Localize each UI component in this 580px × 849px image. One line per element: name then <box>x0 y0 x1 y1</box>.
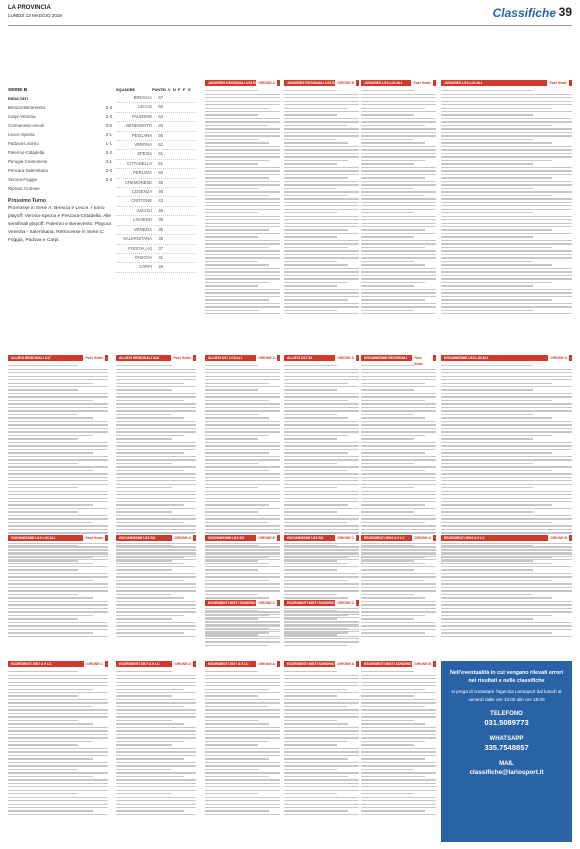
box-title: ALLIEVI U17 S3 <box>287 356 313 360</box>
standings-header-cell: S <box>188 88 191 92</box>
masthead <box>8 4 572 26</box>
match-name: Lecce-Spezia <box>8 132 35 137</box>
box-group-tag: GIRONE B <box>337 81 354 85</box>
box-body-text <box>284 361 359 562</box>
serie-b-results <box>8 88 112 245</box>
standings-box <box>8 661 108 842</box>
box-title: GIOVANISSIMI U15 LOCALI <box>444 356 489 360</box>
box-body-text <box>284 667 359 815</box>
team-name: CITTADELLA <box>126 160 152 166</box>
match-score: 1-1 <box>105 141 112 146</box>
phone-label: TELEFONO <box>490 711 523 717</box>
box-title: ESORDIENTI MISTI SONDRIO <box>287 662 335 666</box>
results-subheading: RISULTATI <box>8 96 28 101</box>
standings-row <box>116 169 196 178</box>
team-points: 51 <box>158 160 163 166</box>
box-title: GIOVANISSIMI U15 SO <box>119 536 156 540</box>
match-score: 2-3 <box>105 177 112 182</box>
standings-row <box>116 216 196 225</box>
publication-name: LA PROVINCIA <box>8 5 51 11</box>
match-score: 2-3 <box>105 114 112 119</box>
section-title: Classifiche <box>492 6 556 20</box>
box-title: GIOVANISSIMI U15 SO <box>208 536 245 540</box>
team-name: CREMONESE <box>125 179 152 185</box>
box-body-text <box>441 86 572 314</box>
box-title: ALLIEVI REGIONALI U16 <box>119 356 159 360</box>
team-name: BRESCIA <box>133 95 152 100</box>
match-name: Perugia-Cremonese <box>8 159 48 164</box>
promo-text: Promosse in Serie A: Brescia e Lecce. I turno playoff: Verona-Spezia e Pescara-Cittadella. Alle semifinali playoff: Palermo e Benevento. Playout Venezia - Salernitana. Retrocesse in Serie C: Foggia, Padova e Carpi. <box>8 206 112 243</box>
box-title-bar <box>361 535 436 541</box>
box-body-text <box>205 667 280 815</box>
box-title: GIOVANISSIMI U15 SO <box>287 536 324 540</box>
standings-row <box>116 197 196 206</box>
team-name: VENEZIA <box>134 226 152 232</box>
box-group-tag: GIRONE C <box>86 662 103 666</box>
box-group-tag: GIRONE A <box>258 356 275 360</box>
result-row <box>8 112 112 121</box>
standings-header-cell: P <box>178 88 181 92</box>
standings-box <box>361 661 436 842</box>
match-score: 3-1 <box>105 159 112 164</box>
box-title-bar <box>116 661 196 667</box>
mail-address: classifiche@lariosport.it <box>469 769 544 776</box>
box-body-text <box>205 86 280 314</box>
box-title: ALLIEVI U17 LOCALI <box>208 356 242 360</box>
box-title-bar <box>116 355 196 361</box>
team-points: 51 <box>158 151 163 157</box>
standings-row <box>116 207 196 216</box>
team-points: 29 <box>158 264 163 270</box>
box-body-text <box>8 361 108 562</box>
box-title: JUNIORES U19 LOCALI <box>364 81 403 85</box>
box-title: ESORDIENTI 2006 A 9 LC <box>364 536 405 540</box>
team-name: FOGGIA (-6) <box>128 245 152 251</box>
box-group-tag: Fase finale <box>412 355 433 361</box>
promo-title: Prossimo Turno <box>8 198 46 204</box>
standings-box <box>8 535 108 655</box>
result-row <box>8 175 112 184</box>
team-name: SPEZIA <box>137 151 152 157</box>
team-name: PALERMO <box>131 113 152 119</box>
team-points: 66 <box>158 104 163 110</box>
box-group-tag: Fase finale <box>413 81 431 85</box>
box-body-text <box>8 541 108 637</box>
team-points: 67 <box>158 95 163 100</box>
box-title-bar <box>205 661 280 667</box>
team-points: 60 <box>158 123 163 129</box>
standings-row <box>116 122 196 131</box>
team-points: 31 <box>158 254 163 260</box>
box-group-tag: GIRONE B <box>550 536 567 540</box>
team-points: 39 <box>158 217 163 223</box>
team-points: 38 <box>158 236 163 242</box>
standings-header <box>116 88 196 92</box>
box-body-text <box>8 667 108 815</box>
box-body-text <box>116 361 196 562</box>
standings-row <box>116 94 196 103</box>
box-title: ESORDIENTI MISTI SONDRIO <box>364 662 412 666</box>
team-points: 50 <box>158 170 163 176</box>
result-row <box>8 166 112 175</box>
match-name: Brescia-Benevento <box>8 105 46 110</box>
box-title-bar <box>205 600 280 606</box>
standings-row <box>116 150 196 159</box>
standings-row <box>116 188 196 197</box>
match-name: Palermo-Cittadella <box>8 150 45 155</box>
box-title: ALLIEVI REGIONALI U17 <box>11 356 51 360</box>
team-name: PESCARA <box>131 132 152 138</box>
standings-row <box>116 245 196 254</box>
standings-box <box>205 661 280 842</box>
result-row <box>8 139 112 148</box>
issue-date: LUNEDÌ 13 MAGGIO 2019 <box>8 13 62 18</box>
standings-header-cell: N <box>173 88 176 92</box>
match-name: Padova-Livorno <box>8 141 39 146</box>
team-name: CROTONE <box>131 198 152 204</box>
box-group-tag: GIRONE B <box>414 662 431 666</box>
team-name: LECCE <box>138 104 152 110</box>
serie-b-heading: SERIE B <box>8 88 28 93</box>
team-points: 48 <box>158 179 163 185</box>
team-points: 46 <box>158 207 163 213</box>
team-name: VERONA <box>134 142 152 148</box>
box-title: ESORDIENTI MISTI SONDRIO <box>287 601 335 605</box>
box-group-tag: Fase finale <box>85 356 103 360</box>
standings-box <box>284 80 359 350</box>
box-title-bar <box>361 355 436 366</box>
team-name: ASCOLI <box>136 207 152 213</box>
results-list <box>8 103 112 193</box>
result-row <box>8 130 112 139</box>
standings-row <box>116 226 196 235</box>
box-title: JUNIORES REGIONALI U19 B <box>287 81 335 85</box>
team-points: 38 <box>158 226 163 232</box>
standings-box <box>441 80 572 350</box>
match-name: Verona-Foggia <box>8 177 37 182</box>
box-body-text <box>205 606 280 646</box>
standings-box <box>116 661 196 842</box>
box-body-text <box>116 541 196 637</box>
box-title-bar <box>205 535 280 541</box>
match-name: Ripesa: Crotone <box>8 186 40 191</box>
box-title: ESORDIENTI MISTI SONDRIO <box>208 601 256 605</box>
team-name: BENEVENTO <box>126 123 152 129</box>
match-score: 2-2 <box>105 150 112 155</box>
promo-text-block <box>8 197 112 245</box>
box-group-tag: GIRONE D <box>337 601 354 605</box>
standings-row <box>116 141 196 150</box>
box-group-tag: GIRONE A <box>174 536 191 540</box>
standings-box <box>361 80 436 350</box>
standings-row <box>116 103 196 112</box>
standings-box <box>361 535 436 655</box>
match-name: Carpi-Venezia <box>8 114 36 119</box>
team-name: PERUGIA <box>133 170 152 176</box>
whatsapp-label: WHATSAPP <box>489 736 524 742</box>
box-group-tag: GIRONE A <box>258 662 275 666</box>
box-group-tag: Fase finale <box>549 81 567 85</box>
match-score: 2-0 <box>105 168 112 173</box>
box-body-text <box>116 667 196 815</box>
box-group-tag: GIRONE A <box>337 662 354 666</box>
box-title-bar <box>284 535 359 541</box>
team-points: 63 <box>158 113 163 119</box>
standings-row <box>116 160 196 169</box>
team-name: COSENZA <box>131 189 152 195</box>
box-title-bar <box>361 661 436 667</box>
standings-row <box>116 113 196 122</box>
result-row <box>8 157 112 166</box>
result-row <box>8 184 112 193</box>
box-group-tag: GIRONE A <box>550 356 567 360</box>
box-group-tag: GIRONE A <box>414 536 431 540</box>
standings-header-cell: G <box>163 88 166 92</box>
box-title-bar <box>205 80 280 86</box>
team-name: CARPI <box>139 264 152 270</box>
mail-label: MAIL <box>499 761 514 767</box>
box-group-tag: GIRONE D <box>174 662 191 666</box>
page-number: 39 <box>558 5 572 19</box>
match-score: 2-3 <box>105 105 112 110</box>
box-title: JUNIORES U19 LOCALI <box>444 81 483 85</box>
box-group-tag: GIRONE B <box>258 536 275 540</box>
standings-header-cell: V <box>168 88 171 92</box>
match-score: 3-0 <box>105 123 112 128</box>
box-title: GIOVANISSIMI U14 LOCALI <box>11 536 56 540</box>
standings-box <box>284 600 359 655</box>
standings-row <box>116 254 196 263</box>
standings-header-cell: F <box>183 88 186 92</box>
standings-box <box>284 661 359 842</box>
box-body-text <box>441 541 572 637</box>
standings-box <box>441 535 572 655</box>
box-group-tag: GIRONE C <box>337 536 354 540</box>
team-points: 46 <box>158 189 163 195</box>
serie-b-standings <box>116 88 196 273</box>
box-body-text <box>361 667 436 815</box>
box-body-text <box>361 86 436 314</box>
standings-row <box>116 235 196 244</box>
standings-row <box>116 132 196 141</box>
team-points: 52 <box>158 142 163 148</box>
standings-header-cell: PUNTI <box>152 88 164 92</box>
notice-body: si prega di contattare l'agenzia Lariosport dal lunedì al venerdì dalle ore 10:00 alle ore 18:00 <box>451 689 562 702</box>
box-body-text <box>441 361 572 562</box>
result-row <box>8 121 112 130</box>
box-body-text <box>284 606 359 646</box>
errata-notice <box>441 661 572 842</box>
box-title: ESORDIENTI 2007 A 9 LC <box>119 662 160 666</box>
box-group-tag: Fase finale <box>85 536 103 540</box>
team-points: 43 <box>158 198 163 204</box>
box-group-tag: GIRONE A <box>258 81 275 85</box>
box-body-text <box>361 541 436 637</box>
match-name: Pescara-Salernitana <box>8 168 48 173</box>
standings-header-cell: SQUADRE <box>116 88 135 92</box>
result-row <box>8 103 112 112</box>
notice-title: Nell'eventualità in cui vengano rilevati errori nei risultati e nelle classifiche <box>449 670 564 684</box>
box-title: GIOVANISSIMI REGIONALI U14 <box>364 356 408 366</box>
team-name: LIVORNO <box>133 217 152 223</box>
box-title: ESORDIENTI 2007 A 9 LC <box>11 662 52 666</box>
box-title: JUNIORES REGIONALI U19 B <box>208 81 256 85</box>
team-name: SALERNITANA <box>123 236 152 242</box>
match-score: 2-1 <box>105 132 112 137</box>
box-body-text <box>205 361 280 562</box>
standings-box <box>205 80 280 350</box>
phone-number: 031.5089773 <box>484 718 529 727</box>
standings-box <box>116 535 196 655</box>
standings-row <box>116 263 196 272</box>
match-name: Cremonese-Ascoli <box>8 123 44 128</box>
box-body-text <box>284 86 359 314</box>
whatsapp-number: 335.7548857 <box>484 743 529 752</box>
box-title: ESORDIENTI 2007 A 9 LC <box>208 662 249 666</box>
standings-row <box>116 179 196 188</box>
box-title-bar <box>284 600 359 606</box>
box-title-bar <box>284 80 359 86</box>
box-title: ESORDIENTI 2006 A 9 LC <box>444 536 485 540</box>
box-group-tag: Fase finale <box>173 356 191 360</box>
box-title-bar <box>284 661 359 667</box>
team-points: 37 <box>158 245 163 251</box>
result-row <box>8 148 112 157</box>
box-group-tag: GIRONE C <box>258 601 275 605</box>
standings-box <box>205 600 280 655</box>
box-group-tag: GIRONE A <box>337 356 354 360</box>
team-name: PADOVA <box>135 254 152 260</box>
team-points: 55 <box>158 132 163 138</box>
box-body-text <box>361 361 436 562</box>
box-title-bar <box>361 80 436 86</box>
